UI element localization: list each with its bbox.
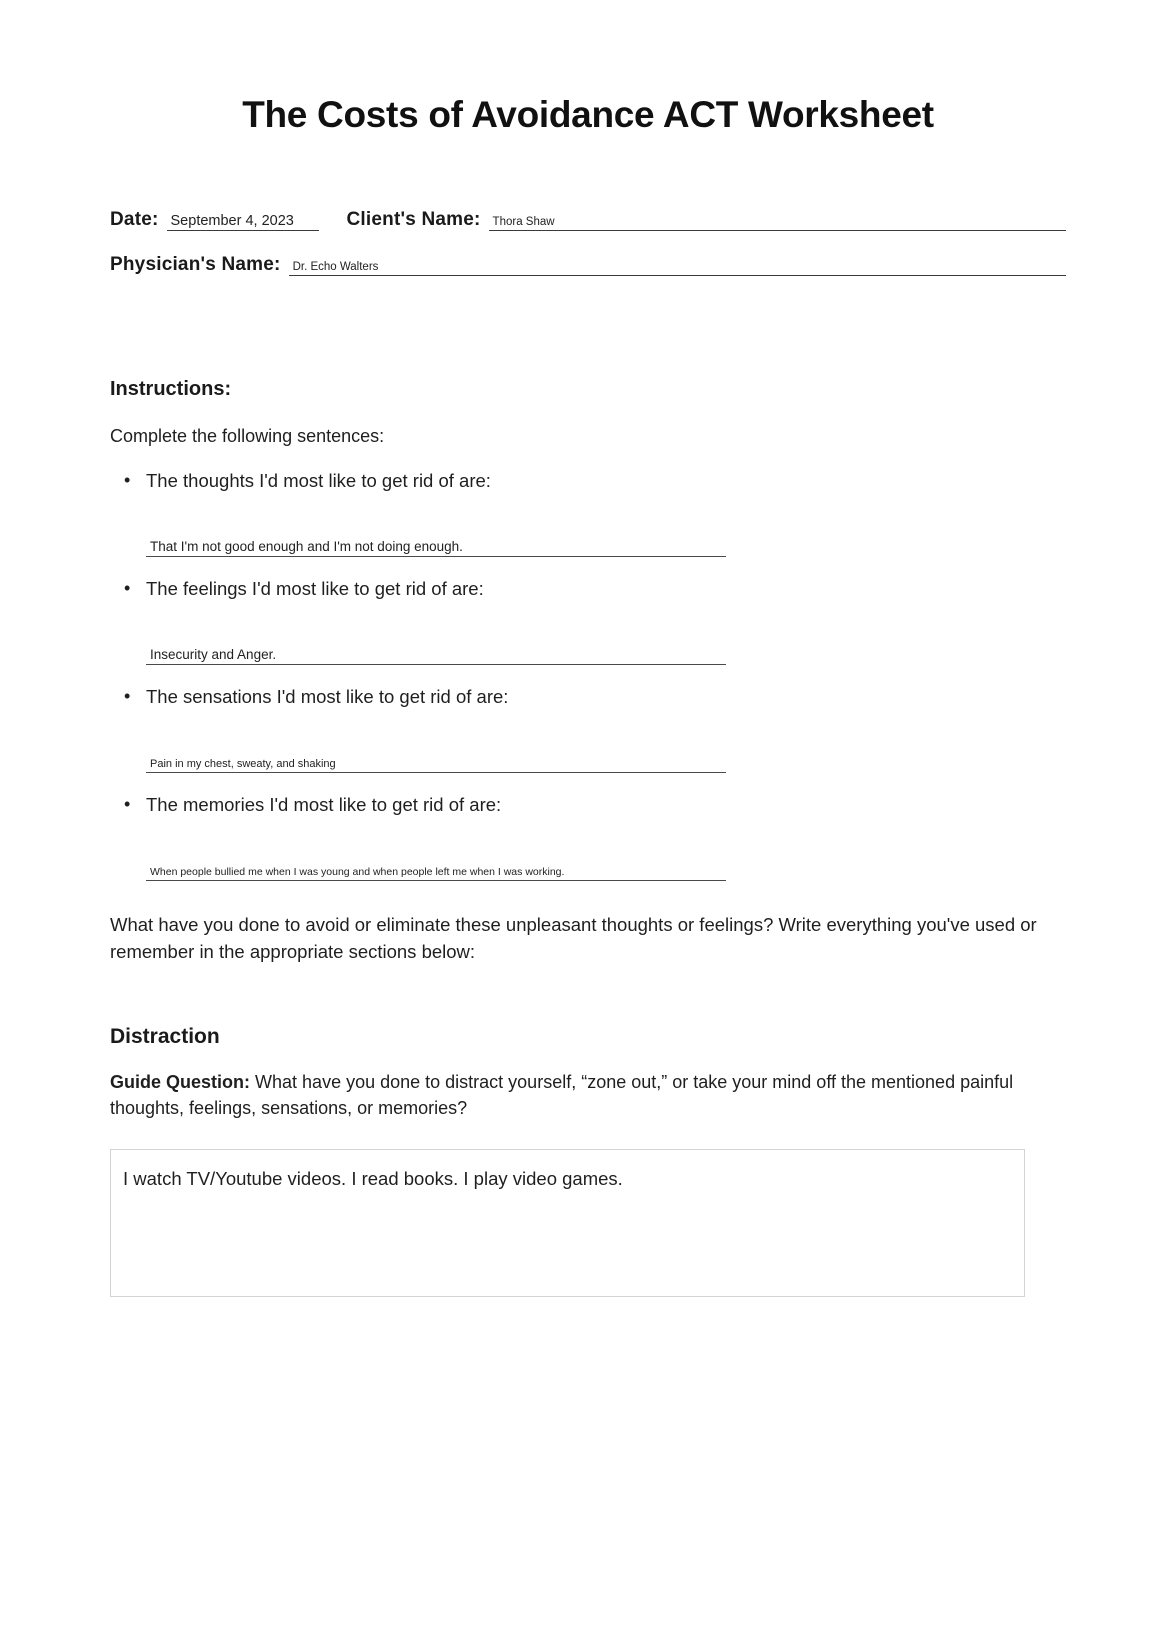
client-name-value: Thora Shaw <box>492 216 555 228</box>
prompt-list <box>110 467 1066 494</box>
prompt-label: • The feelings I'd most like to get rid of are: <box>146 578 484 599</box>
physician-name-label: Physician's Name: <box>110 254 281 275</box>
answer-value: When people bullied me when I was young and when people left me when I was working. <box>150 866 565 878</box>
answer-field-sensations[interactable] <box>146 714 726 773</box>
list-item <box>110 575 1066 602</box>
prompt-label: • The sensations I'd most like to get rid of are: <box>146 686 509 707</box>
meta-block <box>110 208 1066 276</box>
physician-name-value: Dr. Echo Walters <box>292 261 379 273</box>
guide-question-text: What have you done to distract yourself, “zone out,” or take your mind off the mentioned painful thoughts, feelings, sensations, or memories? <box>110 1072 1014 1118</box>
instructions-intro: Complete the following sentences: <box>110 426 385 446</box>
client-name-label: Client's Name: <box>346 209 481 230</box>
client-name-field[interactable] <box>489 208 1066 231</box>
instructions-heading: Instructions: <box>110 378 232 400</box>
list-item <box>110 683 1066 710</box>
answer-field-memories[interactable] <box>146 822 726 881</box>
prompt-label: • The memories I'd most like to get rid of are: <box>146 794 502 815</box>
guide-question-label: Guide Question: <box>110 1072 251 1092</box>
date-value: September 4, 2023 <box>170 213 294 229</box>
list-item <box>110 791 1066 818</box>
page-title: The Costs of Avoidance ACT Worksheet <box>242 94 934 135</box>
physician-name-field[interactable] <box>289 253 1066 276</box>
answer-value: That I'm not good enough and I'm not doing enough. <box>150 539 463 554</box>
answer-field-thoughts[interactable] <box>146 498 726 557</box>
answer-value: Insecurity and Anger. <box>150 647 277 662</box>
meta-row-physician <box>110 253 1066 276</box>
prompt-list <box>110 683 1066 710</box>
meta-row-date-client <box>110 208 1066 231</box>
answer-field-feelings[interactable] <box>146 606 726 665</box>
prompt-label: • The thoughts I'd most like to get rid of are: <box>146 470 491 491</box>
guide-question <box>110 1069 1066 1121</box>
list-item <box>110 467 1066 494</box>
prompt-list <box>110 791 1066 818</box>
prompt-list <box>110 575 1066 602</box>
distraction-answer-box[interactable]: I watch TV/Youtube videos. I read books. I play video games. <box>110 1149 1025 1297</box>
closing-question: What have you done to avoid or eliminate these unpleasant thoughts or feelings? Write everything you've used or remember in the appropriate sections below: <box>110 914 1037 962</box>
date-label: Date: <box>110 209 159 230</box>
distraction-heading: Distraction <box>110 1025 220 1048</box>
answer-value: Pain in my chest, sweaty, and shaking <box>150 758 336 770</box>
date-field[interactable] <box>167 208 319 231</box>
